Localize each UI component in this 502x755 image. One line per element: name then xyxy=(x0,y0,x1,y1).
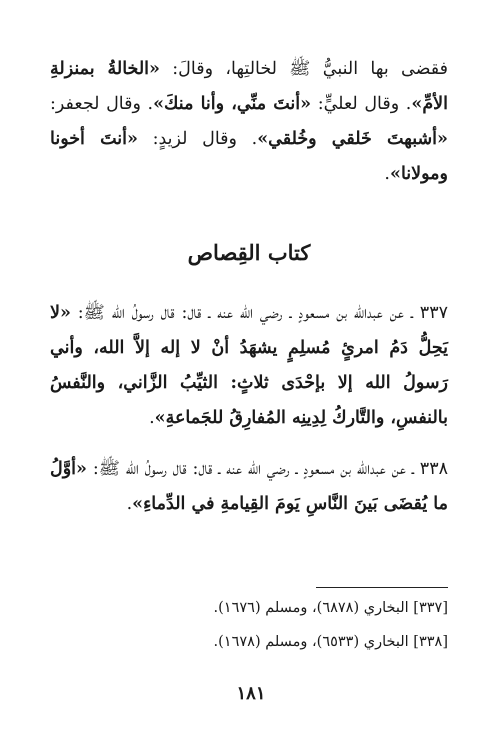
intro-quote-2: «أنتَ منِّي، وأنا منكَ» xyxy=(153,94,312,114)
intro-text-1: فقضى بها النبيُّ ﷺ لخالتِها، وقالَ: xyxy=(159,59,448,79)
section-title: كتاب القِصاص xyxy=(187,240,311,265)
hadith-337 xyxy=(50,296,448,436)
intro-paragraph xyxy=(50,52,448,192)
intro-text-4: . وقال لزيدٍ: xyxy=(137,129,258,149)
hadith-337-end: . xyxy=(149,408,155,428)
hadith-338-end: . xyxy=(126,494,133,514)
footnote-338: [٣٣٨] البخاري (٦٥٣٣)، ومسلم (١٦٧٨). xyxy=(213,634,448,650)
hadith-338 xyxy=(50,452,448,522)
hadith-337-quote: «لا يَحِلُّ دَمُ امرئٍ مُسلِمٍ يشهَدُ أنْ لا إله إلاَّ الله، وأني رَسولُ الله إلا بإحْدَى ثلاثٍ: الثيِّبُ الزَّاني، والنَّفسُ بالنفسِ، والتَّاركُ لِدِينِه المُفارِقُ للجَماعةِ» xyxy=(50,303,448,428)
intro-quote-3: «أشبهتَ خَلقي وخُلقي» xyxy=(257,129,448,149)
footnote-337: [٣٣٧] البخاري (٦٨٧٨)، ومسلم (١٦٧٦). xyxy=(213,600,448,616)
intro-quote-1: «الخالةُ بمنزلةِ الأمِّ» xyxy=(50,59,448,114)
hadith-338-quote: «أوَّلُ ما يُقضَى بَينَ النَّاسِ يَومَ القِيامةِ في الدِّماءِ» xyxy=(50,459,448,514)
intro-text-2: . وقال لعليٍّ: xyxy=(311,94,412,114)
page-number: ١٨١ xyxy=(236,683,266,704)
intro-text-5: . xyxy=(384,164,390,184)
intro-text-3: . وقال لجعفر: xyxy=(50,94,154,114)
footnotes xyxy=(50,587,448,658)
hadith-337-lead: ٣٣٧ ـ عن عبدالله بن مسعودٍ ـ رضي الله عنه ـ قال: قال رسولُ الله ﷺ: xyxy=(70,303,448,323)
footnote-divider xyxy=(316,587,448,588)
hadith-338-lead: ٣٣٨ ـ عن عبدالله بن مسعودٍ ـ رضي الله عنه ـ قال: قال رسولُ الله ﷺ: xyxy=(86,459,448,479)
intro-quote-4: «أنتَ أخونا ومولانا» xyxy=(50,129,448,184)
